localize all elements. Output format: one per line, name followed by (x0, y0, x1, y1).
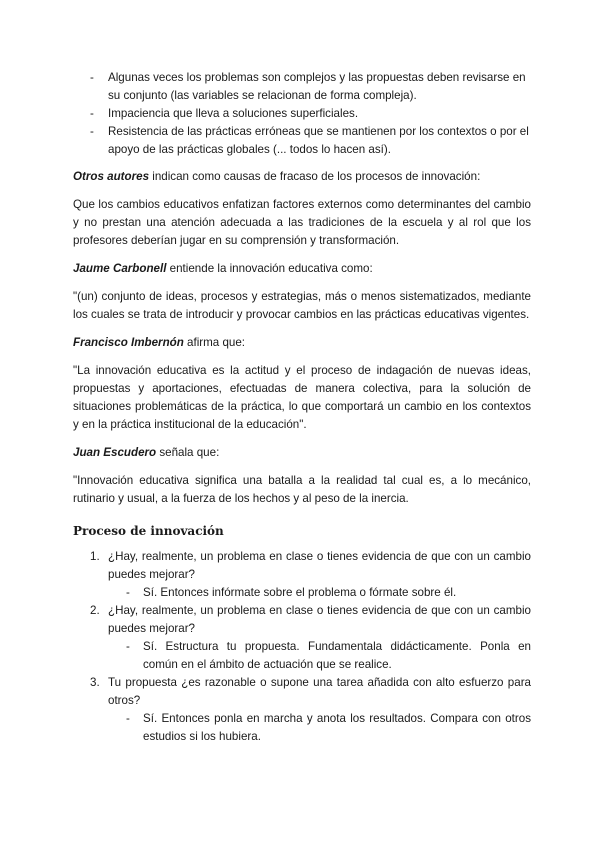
step-answer: - Sí. Entonces infórmate sobre el problema o fórmate sobre él. (73, 584, 531, 602)
dash-bullet: - (126, 712, 130, 725)
carbonell-quote: "(un) conjunto de ideas, procesos y estrategias, más o menos sistematizados, mediante los cuales se trata de introducir y provocar cambios en las prácticas educativas vigentes. (73, 290, 531, 321)
document-body (73, 69, 531, 746)
dash-bullet: - (90, 107, 94, 120)
step-answer: - Sí. Estructura tu propuesta. Fundamentala didácticamente. Ponla en común en el ámbito de actuación que se realice. (126, 640, 531, 671)
list-item: - Algunas veces los problemas son complejos y las propuestas deben revisarse en su conjunto (las variables se relacionan de forma compleja). (90, 71, 526, 102)
author-name: Francisco Imbernón (73, 336, 184, 349)
step-number: 2. (90, 604, 100, 617)
list-item: - Resistencia de las prácticas erróneas que se mantienen por los contextos o por el apoyo de las prácticas globales (... todos lo hacen así). (90, 125, 529, 156)
step-question: Tu propuesta ¿es razonable o supone una tarea añadida con alto esfuerzo para otros? (108, 676, 531, 707)
otros-autores-text: Que los cambios educativos enfatizan factores externos como determinantes del cambio y no prestan una atención adecuada a las tradiciones de la escuela y al rol que los profesores deberían jugar en su comprensión y transformación. (73, 198, 531, 247)
author-name: Otros autores (73, 170, 150, 183)
carbonell-intro: Jaume Carbonell entiende la innovación educativa como: (73, 262, 373, 275)
process-step (73, 548, 531, 602)
dash-bullet: - (126, 586, 130, 599)
process-step (73, 674, 531, 746)
step-question: ¿Hay, realmente, un problema en clase o tienes evidencia de que con un cambio puedes mejorar? (108, 604, 531, 635)
dash-bullet: - (90, 71, 94, 84)
step-answer: - Sí. Entonces ponla en marcha y anota los resultados. Compara con otros estudios si los hubiera. (126, 712, 531, 743)
imbernon-quote: "La innovación educativa es la actitud y el proceso de indagación de nuevas ideas, propuestas y aportaciones, efectuadas de manera colectiva, para la solución de situaciones problemáticas de la práctica, lo que comportará un cambio en los contextos y en la práctica institucional de la educación". (73, 364, 531, 431)
escudero-intro: Juan Escudero señala que: (73, 446, 220, 459)
author-name: Jaume Carbonell (73, 262, 167, 275)
process-step (73, 602, 531, 674)
section-heading: Proceso de innovación (73, 524, 224, 538)
barriers-list (73, 69, 531, 159)
step-number: 1. (90, 550, 100, 563)
list-item: - Impaciencia que lleva a soluciones superficiales. (73, 105, 531, 123)
dash-bullet: - (126, 640, 130, 653)
otros-autores-intro: Otros autores indican como causas de fracaso de los procesos de innovación: (73, 170, 481, 183)
step-number: 3. (90, 676, 100, 689)
process-steps (73, 548, 531, 746)
step-question: ¿Hay, realmente, un problema en clase o tienes evidencia de que con un cambio puedes mejorar? (108, 550, 531, 581)
dash-bullet: - (90, 125, 94, 138)
imbernon-intro: Francisco Imbernón afirma que: (73, 336, 246, 349)
author-name: Juan Escudero (73, 446, 157, 459)
escudero-quote: "Innovación educativa significa una batalla a la realidad tal cual es, a lo mecánico, rutinario y usual, a la fuerza de los hechos y al peso de la inercia. (73, 474, 531, 505)
